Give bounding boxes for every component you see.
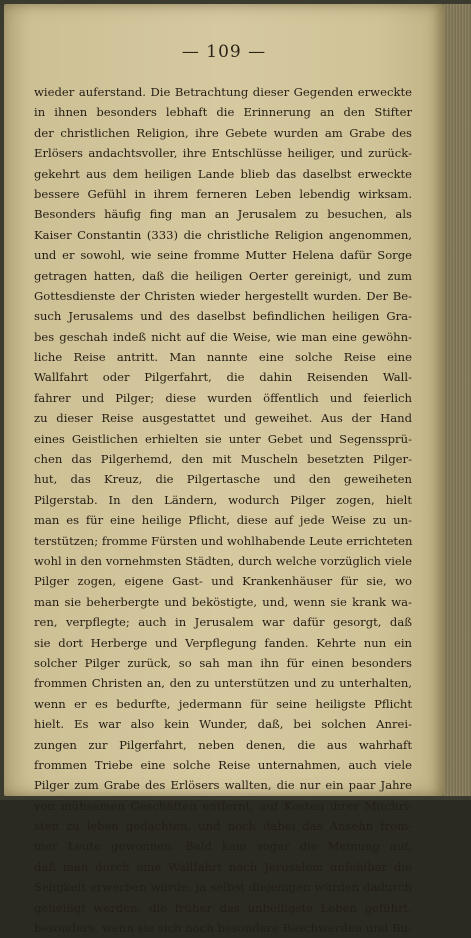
body-text-block bbox=[34, 82, 412, 938]
text-line: Pilger zum Grabe des Erlösers wallten, die nur ein paar Jahre bbox=[34, 778, 412, 793]
text-line: Besonders häufig fing man an Jerusalem zu besuchen, als bbox=[34, 207, 412, 222]
text-line: Kaiser Constantin (333) die christliche Religion angenommen, bbox=[34, 227, 412, 242]
text-line: bes geschah indeß nicht auf die Weise, wie man eine gewöhn- bbox=[34, 329, 412, 344]
text-line: wieder auferstand. Die Betrachtung dieser Gegenden erweckte bbox=[34, 85, 412, 99]
text-line: ren, verpflegte; auch in Jerusalem war dafür gesorgt, daß bbox=[34, 615, 412, 630]
text-line: hut, das Kreuz, die Pilgertasche und den geweiheten bbox=[34, 472, 412, 487]
text-line: frommen Triebe eine solche Reise unternahmen, auch viele bbox=[34, 757, 412, 772]
text-line: fahrer und Pilger; diese wurden öffentlich und feierlich bbox=[34, 390, 412, 405]
text-line: Seligkeit erwerben würde, ja selbst diejenigen würden dadurch bbox=[34, 880, 412, 895]
text-line: mer Leute gewonnen. Bald kam sogar die Meinung auf, bbox=[34, 839, 412, 854]
text-line: sie dort Herberge und Verpflegung fanden. Kehrte nun ein bbox=[34, 635, 412, 650]
text-line: in ihnen besonders lebhaft die Erinnerung an den Stifter bbox=[34, 105, 412, 120]
text-line: terstützen; fromme Fürsten und wohlhabende Leute errichteten bbox=[34, 533, 413, 548]
text-line: eines Geistlichen erhielten sie unter Gebet und Segenssprü- bbox=[34, 431, 412, 446]
text-line: man sie beherbergte und beköstigte, und, wenn sie krank wa- bbox=[34, 594, 412, 609]
text-line: Pilgerstab. In den Ländern, wodurch Pilger zogen, hielt bbox=[34, 492, 412, 507]
page-number-header: — 109 — bbox=[181, 42, 267, 62]
page-edges bbox=[444, 4, 471, 796]
text-line: geheiligt werden, die früher das unheiligste Leben geführt, bbox=[34, 900, 412, 915]
text-line: sten zu leben gedachten, und noch dabei das Ansehn from- bbox=[34, 819, 412, 834]
text-line: zungen zur Pilgerfahrt, neben denen, die aus wahrhaft bbox=[34, 737, 412, 752]
text-line: besonders, wenn sie sich noch besondere Beschwerden und Bu- bbox=[34, 921, 412, 936]
text-line: frommen Christen an, den zu unterstützen und zu unterhalten, bbox=[34, 676, 412, 691]
text-line: getragen hatten, daß die heiligen Oerter gereinigt, und zum bbox=[34, 268, 412, 283]
text-line: Erlösers andachtsvoller, ihre Entschlüsse heiliger, und zurück- bbox=[34, 146, 412, 161]
text-line: liche Reise antritt. Man nannte eine solche Reise eine bbox=[34, 350, 412, 365]
text-line: solcher Pilger zurück, so sah man ihn für einen besonders bbox=[34, 655, 412, 670]
text-line: hielt. Es war also kein Wunder, daß, bei solchen Anrei- bbox=[34, 717, 412, 732]
text-line: wenn er es bedurfte, jedermann für seine heiligste Pflicht bbox=[34, 696, 412, 711]
text-line: such Jerusalems und des daselbst befindlichen heiligen Gra- bbox=[34, 309, 412, 324]
text-line: von mühsamen Geschäften entfernt, auf Kosten ihrer Mitchri- bbox=[34, 798, 412, 813]
text-line: Gottesdienste der Christen wieder hergestellt wurden. Der Be- bbox=[34, 288, 412, 303]
text-line: daß man durch eine Wallfahrt nach Jerusalem unfehlbar die bbox=[34, 859, 412, 874]
text-line: bessere Gefühl in ihrem ferneren Leben lebendig wirksam. bbox=[34, 186, 412, 201]
text-line: gekehrt aus dem heiligen Lande blieb das daselbst erweckte bbox=[34, 166, 412, 181]
text-line: Pilger zogen, eigene Gast- und Krankenhäuser für sie, wo bbox=[34, 574, 412, 589]
text-line: und er sowohl, wie seine fromme Mutter Helena dafür Sorge bbox=[34, 248, 412, 263]
text-line: man es für eine heilige Pflicht, diese auf jede Weise zu un- bbox=[34, 513, 412, 528]
book-page bbox=[4, 4, 444, 936]
text-line: Wallfahrt oder Pilgerfahrt, die dahin Reisenden Wall- bbox=[34, 370, 412, 385]
text-line: chen das Pilgerhemd, den mit Muscheln besetzten Pilger- bbox=[34, 452, 412, 467]
text-line: wohl in den vornehmsten Städten, durch welche vorzüglich viele bbox=[34, 553, 412, 568]
text-line: der christlichen Religion, ihre Gebete wurden am Grabe des bbox=[34, 125, 412, 140]
text-line: zu dieser Reise ausgestattet und geweihet. Aus der Hand bbox=[34, 411, 412, 426]
